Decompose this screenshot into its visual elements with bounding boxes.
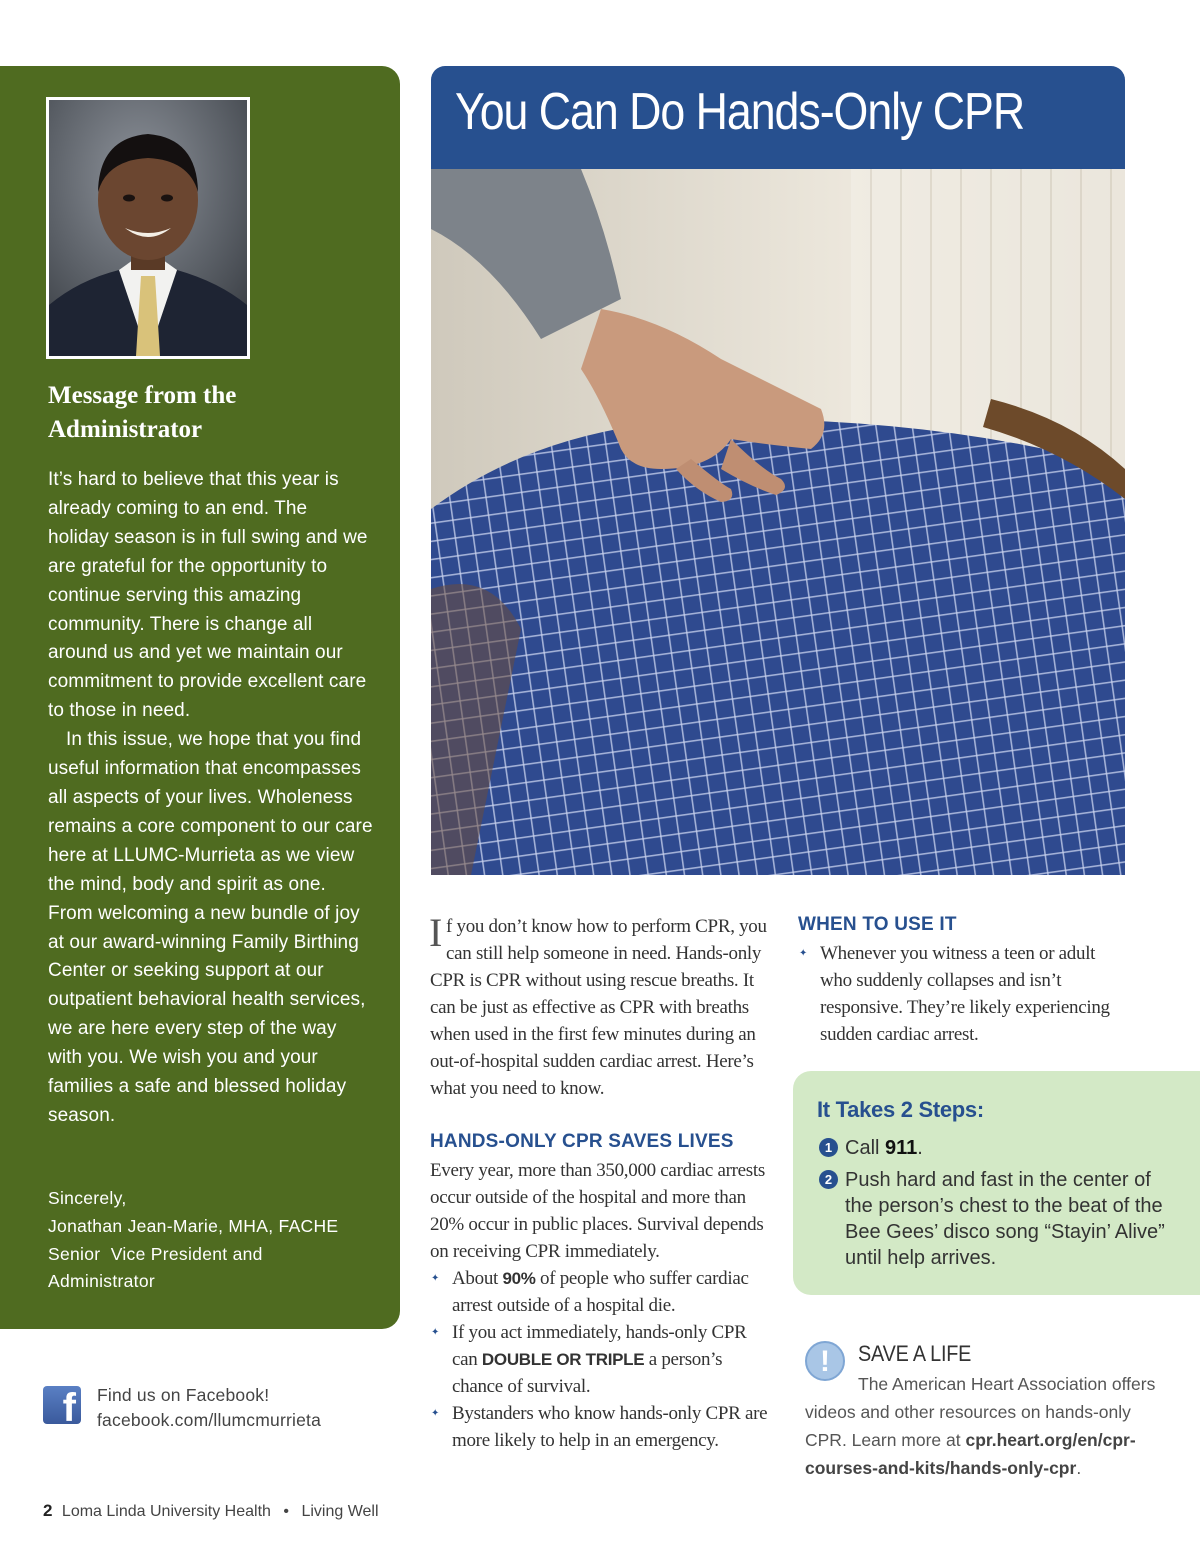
facebook-icon[interactable]: f [43,1386,81,1424]
intro-text: f you don’t know how to perform CPR, you can still help someone in need. Hands-only CPR is CPR without using rescue breaths. It can be just as effective as CPR with breaths when used in the first few minutes during an out-of-hospital sudden cardiac arrest. Here’s what you need to know. [430,916,767,1099]
save-a-life-body: The American Heart Association offers videos and other resources on hands-only CPR. Learn more at cpr.heart.org/en/cpr-courses-and-kits/hands-only-cpr. [805,1374,1156,1478]
cpr-photo [431,169,1125,875]
article-intro [429,910,770,1102]
footer-separator: • [283,1503,289,1520]
signoff-text: Sincerely, [48,1188,127,1208]
aha-link[interactable]: cpr.heart.org/en/cpr-courses-and-kits/hands-only-cpr [805,1430,1136,1478]
administrator-title-line-1: Senior Vice President and [48,1243,263,1264]
list-item: ✦ If you act immediately, hands-only CPR can DOUBLE OR TRIPLE a person’s chance of survival. [430,1319,770,1400]
facebook-cta: Find us on Facebook! [97,1385,270,1405]
step-number-2: 2 [819,1170,838,1189]
administrator-message [48,466,373,1131]
administrator-panel [0,66,400,1329]
emergency-number: 911 [885,1137,918,1159]
list-item: ✦ Whenever you witness a teen or adult who suddenly collapses and isn’t responsive. They’re likely experiencing sudden cardiac arrest. [798,940,1118,1048]
article-title-banner [431,66,1125,169]
message-paragraph-2: In this issue, we hope that you find useful information that encompasses all aspects of your lives. Wholeness remains a core component to our care here at LLUMC-Murrieta as we view the mind, body and spirit as one. From welcoming a new bundle of joy at our award-winning Family Birthing Center or seeking support at our outpatient behavioral health services, we are here every step of the way with you. We wish you and your families a safe and blessed holiday season. [48,729,373,1126]
drop-cap: I [429,910,443,955]
page-number: 2 [43,1501,53,1520]
step-number-1: 1 [819,1138,838,1157]
steps-title: It Takes 2 Steps: [817,1097,984,1122]
when-to-use-heading: WHEN TO USE IT [798,914,957,935]
when-to-use-section [798,940,1118,1048]
saves-lives-body: Every year, more than 350,000 cardiac arrests occur outside of the hospital and more than 20% occur in public places. Survival depends on receiving CPR immediately. [430,1160,765,1262]
save-a-life-title: SAVE A LIFE [858,1341,972,1366]
saves-lives-heading: HANDS-ONLY CPR SAVES LIVES [430,1131,734,1152]
facebook-info [97,1383,321,1432]
facebook-url[interactable]: facebook.com/llumcmurrieta [97,1409,322,1430]
administrator-title-line-2: Administrator [48,1271,155,1292]
administrator-name: Jonathan Jean-Marie, MHA, FACHE [48,1215,339,1236]
saves-lives-bullets [430,1265,770,1454]
page-footer [43,1501,379,1521]
steps-callout [793,1071,1200,1295]
exclamation-icon: ! [805,1341,845,1381]
article-title: You Can Do Hands-Only CPR [455,83,1025,141]
list-item: ✦ About 90% of people who suffer cardiac arrest outside of a hospital die. [430,1265,770,1319]
step-1: 1 Call 911. [817,1135,1175,1161]
stat-90: 90% [502,1269,536,1288]
administrator-heading: Message from the Administrator [48,382,237,443]
saves-lives-section [430,1157,770,1454]
stat-double-triple: DOUBLE OR TRIPLE [481,1350,645,1369]
footer-org: Loma Linda University Health [61,1503,271,1520]
footer-publication: Living Well [301,1503,379,1520]
list-item: ✦ Bystanders who know hands-only CPR are more likely to help in an emergency. [430,1400,770,1454]
message-paragraph-1: It’s hard to believe that this year is already coming to an end. The holiday season is in full swing and we are grateful for the opportunity to continue serving this amazing community. There is change all around us and yet we maintain our commitment to provide excellent care to those in need. [48,469,368,722]
signature-block [48,1185,378,1296]
administrator-portrait [46,97,250,359]
step-2: 2 Push hard and fast in the center of the person’s chest to the beat of the Bee Gees’ disco song “Stayin’ Alive” until help arrives. [817,1167,1175,1271]
